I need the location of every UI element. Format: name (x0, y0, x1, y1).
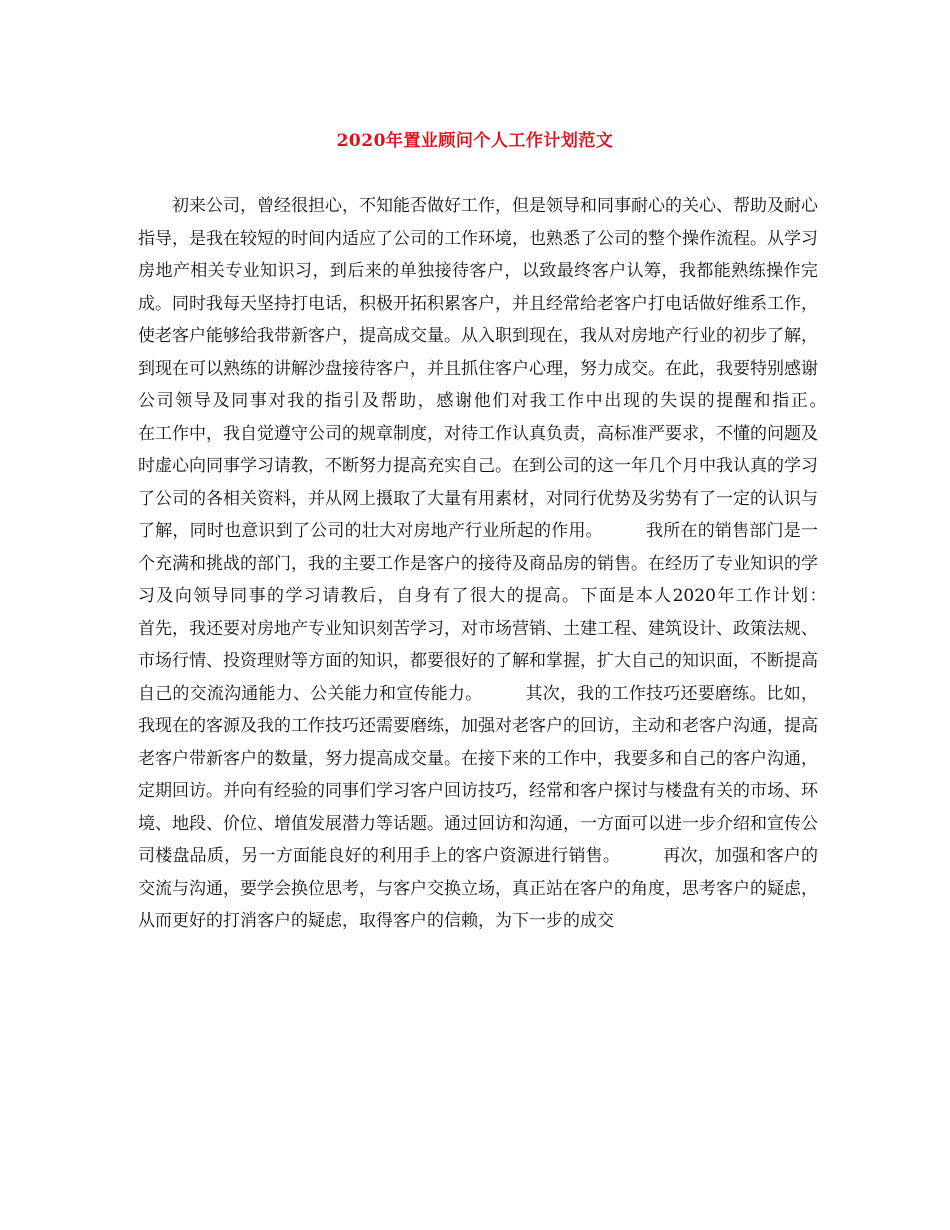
document-body: 初来公司，曾经很担心，不知能否做好工作，但是领导和同事耐心的关心、帮助及耐心指导，是我在较短的时间内适应了公司的工作环境，也熟悉了公司的整个操作流程。从学习房地产相关专业知识习，到后来的单独接待客户，以致最终客户认筹，我都能熟练操作完成。同时我每天坚持打电话，积极开拓积累客户，并且经常给老客户打电话做好维系工作，使老客户能够给我带新客户，提高成交量。从入职到现在，我从对房地产行业的初步了解，到现在可以熟练的讲解沙盘接待客户，并且抓住客户心理，努力成交。在此，我要特别感谢公司领导及同事对我的指引及帮助，感谢他们对我工作中出现的失误的提醒和指正。 在工作中，我自觉遵守公司的规章制度，对待工作认真负责，高标准严要求，不懂的问题及时虚心向同事学习请教，不断努力提高充实自己。在到公司的这一年几个月中我认真的学习了公司的各相关资料，并从网上摄取了大量有用素材，对同行优势及劣势有了一定的认识与了解，同时也意识到了公司的壮大对房地产行业所起的作用。 我所在的销售部门是一个充满和挑战的部门，我的主要工作是客户的接待及商品房的销售。在经历了专业知识的学习及向领导同事的学习请教后，自身有了很大的提高。下面是本人2020年工作计划： 首先，我还要对房地产专业知识刻苦学习，对市场营销、土建工程、建筑设计、政策法规、市场行情、投资理财等方面的知识，都要很好的了解和掌握，扩大自己的知识面，不断提高自己的交流沟通能力、公关能力和宣传能力。 其次，我的工作技巧还要磨练。比如，我现在的客源及我的工作技巧还需要磨练，加强对老客户的回访，主动和老客户沟通，提高老客户带新客户的数量，努力提高成交量。在接下来的工作中，我要多和自己的客户沟通，定期回访。并向有经验的同事们学习客户回访技巧，经常和客户探讨与楼盘有关的市场、环境、地段、价位、增值发展潜力等话题。通过回访和沟通，一方面可以进一步介绍和宣传公司楼盘品质，另一方面能良好的利用手上的客户资源进行销售。 再次，加强和客户的交流与沟通，要学会换位思考，与客户交换立场，真正站在客户的角度，思考客户的疑虑，从而更好的打消客户的疑虑，取得客户的信赖，为下一步的成交 (138, 196, 869, 931)
document-title: 2020年置业顾问个人工作计划范文 (336, 131, 614, 151)
